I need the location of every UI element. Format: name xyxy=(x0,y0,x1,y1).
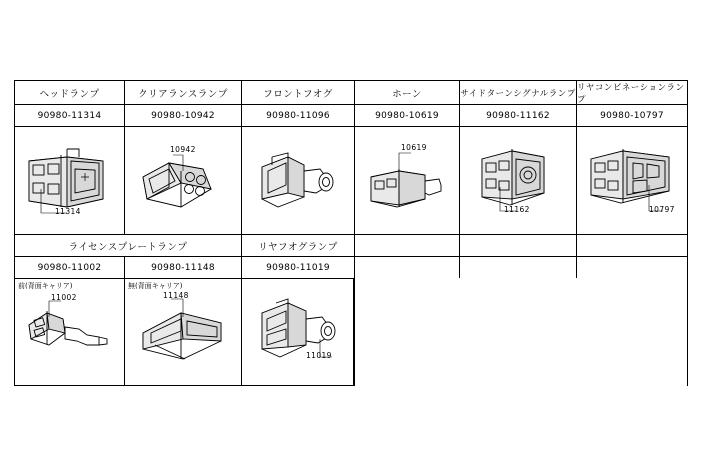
drawing-cell-headlamp xyxy=(14,126,124,234)
header-cell-rear-fog-lamp xyxy=(241,234,354,256)
header-label: フロントフオグ xyxy=(263,88,333,100)
drawing-cell-front-fog xyxy=(241,126,354,234)
drawing-cell-horn xyxy=(354,126,459,234)
side-turn-signal-connector-drawing xyxy=(460,127,576,234)
part-number: 90980-11162 xyxy=(486,110,550,121)
parts-table xyxy=(14,80,688,386)
drawing-cell-empty-2 xyxy=(459,278,576,386)
part-number-empty-3 xyxy=(576,256,688,278)
drawing-cell-rear-fog xyxy=(241,278,354,386)
header-label: ヘッドランプ xyxy=(39,88,100,100)
callout-11314: 11314 xyxy=(55,207,81,216)
header-label: リヤコンビネーションランプ xyxy=(577,82,685,105)
part-number: 90980-11002 xyxy=(37,262,102,273)
header-cell-clearance-lamp xyxy=(124,80,241,104)
part-number: 90980-10942 xyxy=(151,110,215,121)
header-cell-side-turn-signal xyxy=(459,80,576,104)
header-cell-horn xyxy=(354,80,459,104)
part-number: 90980-10619 xyxy=(375,110,439,121)
part-number-clearance-lamp xyxy=(124,104,241,126)
part-number: 90980-11148 xyxy=(151,262,215,273)
header-label: リヤフオグランプ xyxy=(258,241,338,253)
clearance-lamp-connector-drawing xyxy=(125,127,241,234)
note-label-rear-carrier: 前(背面キャリア) xyxy=(18,282,73,290)
part-number-license-plate-lamp-a xyxy=(14,256,124,278)
note-label-no-rear-carrier: 無(背面キャリア) xyxy=(128,282,183,290)
part-number-empty-1 xyxy=(354,256,459,278)
drawing-cell-empty-3 xyxy=(576,278,688,386)
part-number-license-plate-lamp-b xyxy=(124,256,241,278)
part-number-empty-2 xyxy=(459,256,576,278)
header-cell-license-plate-lamp xyxy=(14,234,241,256)
header-cell-empty-1 xyxy=(354,234,459,256)
rear-combination-connector-drawing xyxy=(577,127,688,234)
callout-11002: 11002 xyxy=(51,293,77,302)
part-number-side-turn-signal xyxy=(459,104,576,126)
part-number-row-2 xyxy=(14,256,688,278)
part-number-front-fog xyxy=(241,104,354,126)
callout-11019: 11019 xyxy=(306,351,332,360)
part-number: 90980-11314 xyxy=(37,110,102,121)
drawing-cell-license-plate-a xyxy=(14,278,124,386)
rear-fog-lamp-connector-drawing xyxy=(242,279,354,386)
drawing-cell-license-plate-b xyxy=(124,278,241,386)
part-number: 90980-11096 xyxy=(266,110,330,121)
part-number-horn xyxy=(354,104,459,126)
part-number-headlamp xyxy=(14,104,124,126)
header-label: ライセンスプレートランプ xyxy=(68,241,188,253)
drawing-row-1 xyxy=(14,126,688,234)
callout-11162: 11162 xyxy=(504,205,530,214)
header-cell-front-fog xyxy=(241,80,354,104)
part-number: 90980-11019 xyxy=(266,262,330,273)
header-row-2 xyxy=(14,234,688,256)
header-label: ホーン xyxy=(392,88,422,100)
drawing-cell-side-turn-signal xyxy=(459,126,576,234)
header-label: クリアランスランプ xyxy=(138,88,228,100)
drawing-cell-clearance-lamp xyxy=(124,126,241,234)
front-fog-connector-drawing xyxy=(242,127,354,234)
part-number-rear-combination xyxy=(576,104,688,126)
header-cell-rear-combination xyxy=(576,80,688,104)
header-cell-empty-2 xyxy=(459,234,576,256)
drawing-cell-empty-1 xyxy=(354,278,459,386)
header-cell-empty-3 xyxy=(576,234,688,256)
headlamp-connector-drawing xyxy=(15,127,124,234)
part-number-rear-fog-lamp xyxy=(241,256,354,278)
callout-11148: 11148 xyxy=(163,291,189,300)
part-number: 90980-10797 xyxy=(600,110,664,121)
header-row-1 xyxy=(14,80,688,104)
drawing-row-2 xyxy=(14,278,688,386)
header-label: サイドターンシグナルランプ xyxy=(460,88,576,99)
callout-10942: 10942 xyxy=(170,145,196,154)
header-cell-headlamp xyxy=(14,80,124,104)
callout-10797: 10797 xyxy=(649,205,675,214)
drawing-cell-rear-combination xyxy=(576,126,688,234)
part-number-row-1 xyxy=(14,104,688,126)
callout-10619: 10619 xyxy=(401,143,427,152)
